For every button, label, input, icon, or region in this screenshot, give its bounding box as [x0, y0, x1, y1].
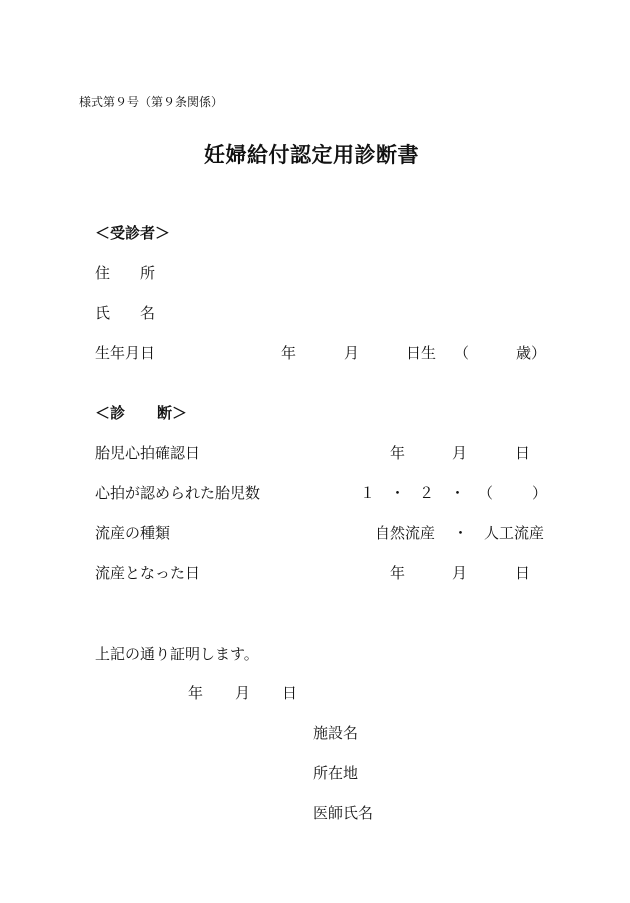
- fetus-count-label: 心拍が認められた胎児数: [95, 484, 261, 502]
- fetal-heartbeat-day-unit: 日: [515, 444, 531, 462]
- fetus-count-option-1: １: [360, 484, 376, 502]
- age-unit: 歳）: [516, 344, 547, 362]
- fetus-count-separator-1: ・: [390, 484, 406, 502]
- fetal-heartbeat-date-label: 胎児心拍確認日: [95, 444, 201, 462]
- certification-day-unit: 日: [282, 684, 298, 702]
- fetal-heartbeat-year-unit: 年: [390, 444, 406, 462]
- birth-day-unit: 日生: [406, 344, 437, 362]
- document-title: 妊婦給付認定用診断書: [204, 142, 419, 167]
- facility-location-label: 所在地: [313, 764, 359, 782]
- miscarriage-type-label: 流産の種類: [95, 524, 171, 542]
- facility-name-label: 施設名: [313, 724, 359, 742]
- diagnosis-heading-part1: ＜診: [95, 404, 126, 422]
- address-label: 住 所: [95, 264, 156, 282]
- fetus-count-close-paren: ）: [532, 484, 548, 502]
- birth-month-unit: 月: [344, 344, 360, 362]
- fetus-count-option-2: ２: [419, 484, 435, 502]
- miscarriage-day-unit: 日: [515, 564, 531, 582]
- patient-heading: ＜受診者＞: [95, 224, 171, 242]
- doctor-name-label: 医師氏名: [313, 804, 374, 822]
- miscarriage-type-induced: 人工流産: [484, 524, 545, 542]
- miscarriage-month-unit: 月: [452, 564, 468, 582]
- form-number: 様式第９号（第９条関係）: [79, 95, 224, 109]
- birth-date-label: 生年月日: [95, 344, 156, 362]
- fetus-count-separator-2: ・: [450, 484, 466, 502]
- miscarriage-date-label: 流産となった日: [95, 564, 201, 582]
- fetus-count-open-paren: （: [478, 484, 494, 502]
- certification-statement: 上記の通り証明します。: [95, 645, 259, 663]
- miscarriage-type-natural: 自然流産: [375, 524, 436, 542]
- age-open-paren: （: [454, 344, 470, 362]
- certification-month-unit: 月: [235, 684, 251, 702]
- certification-year-unit: 年: [188, 684, 204, 702]
- miscarriage-type-separator: ・: [453, 524, 469, 542]
- name-label: 氏 名: [95, 304, 156, 322]
- fetal-heartbeat-month-unit: 月: [452, 444, 468, 462]
- birth-year-unit: 年: [281, 344, 297, 362]
- miscarriage-year-unit: 年: [390, 564, 406, 582]
- diagnosis-heading-part2: 断＞: [157, 404, 188, 422]
